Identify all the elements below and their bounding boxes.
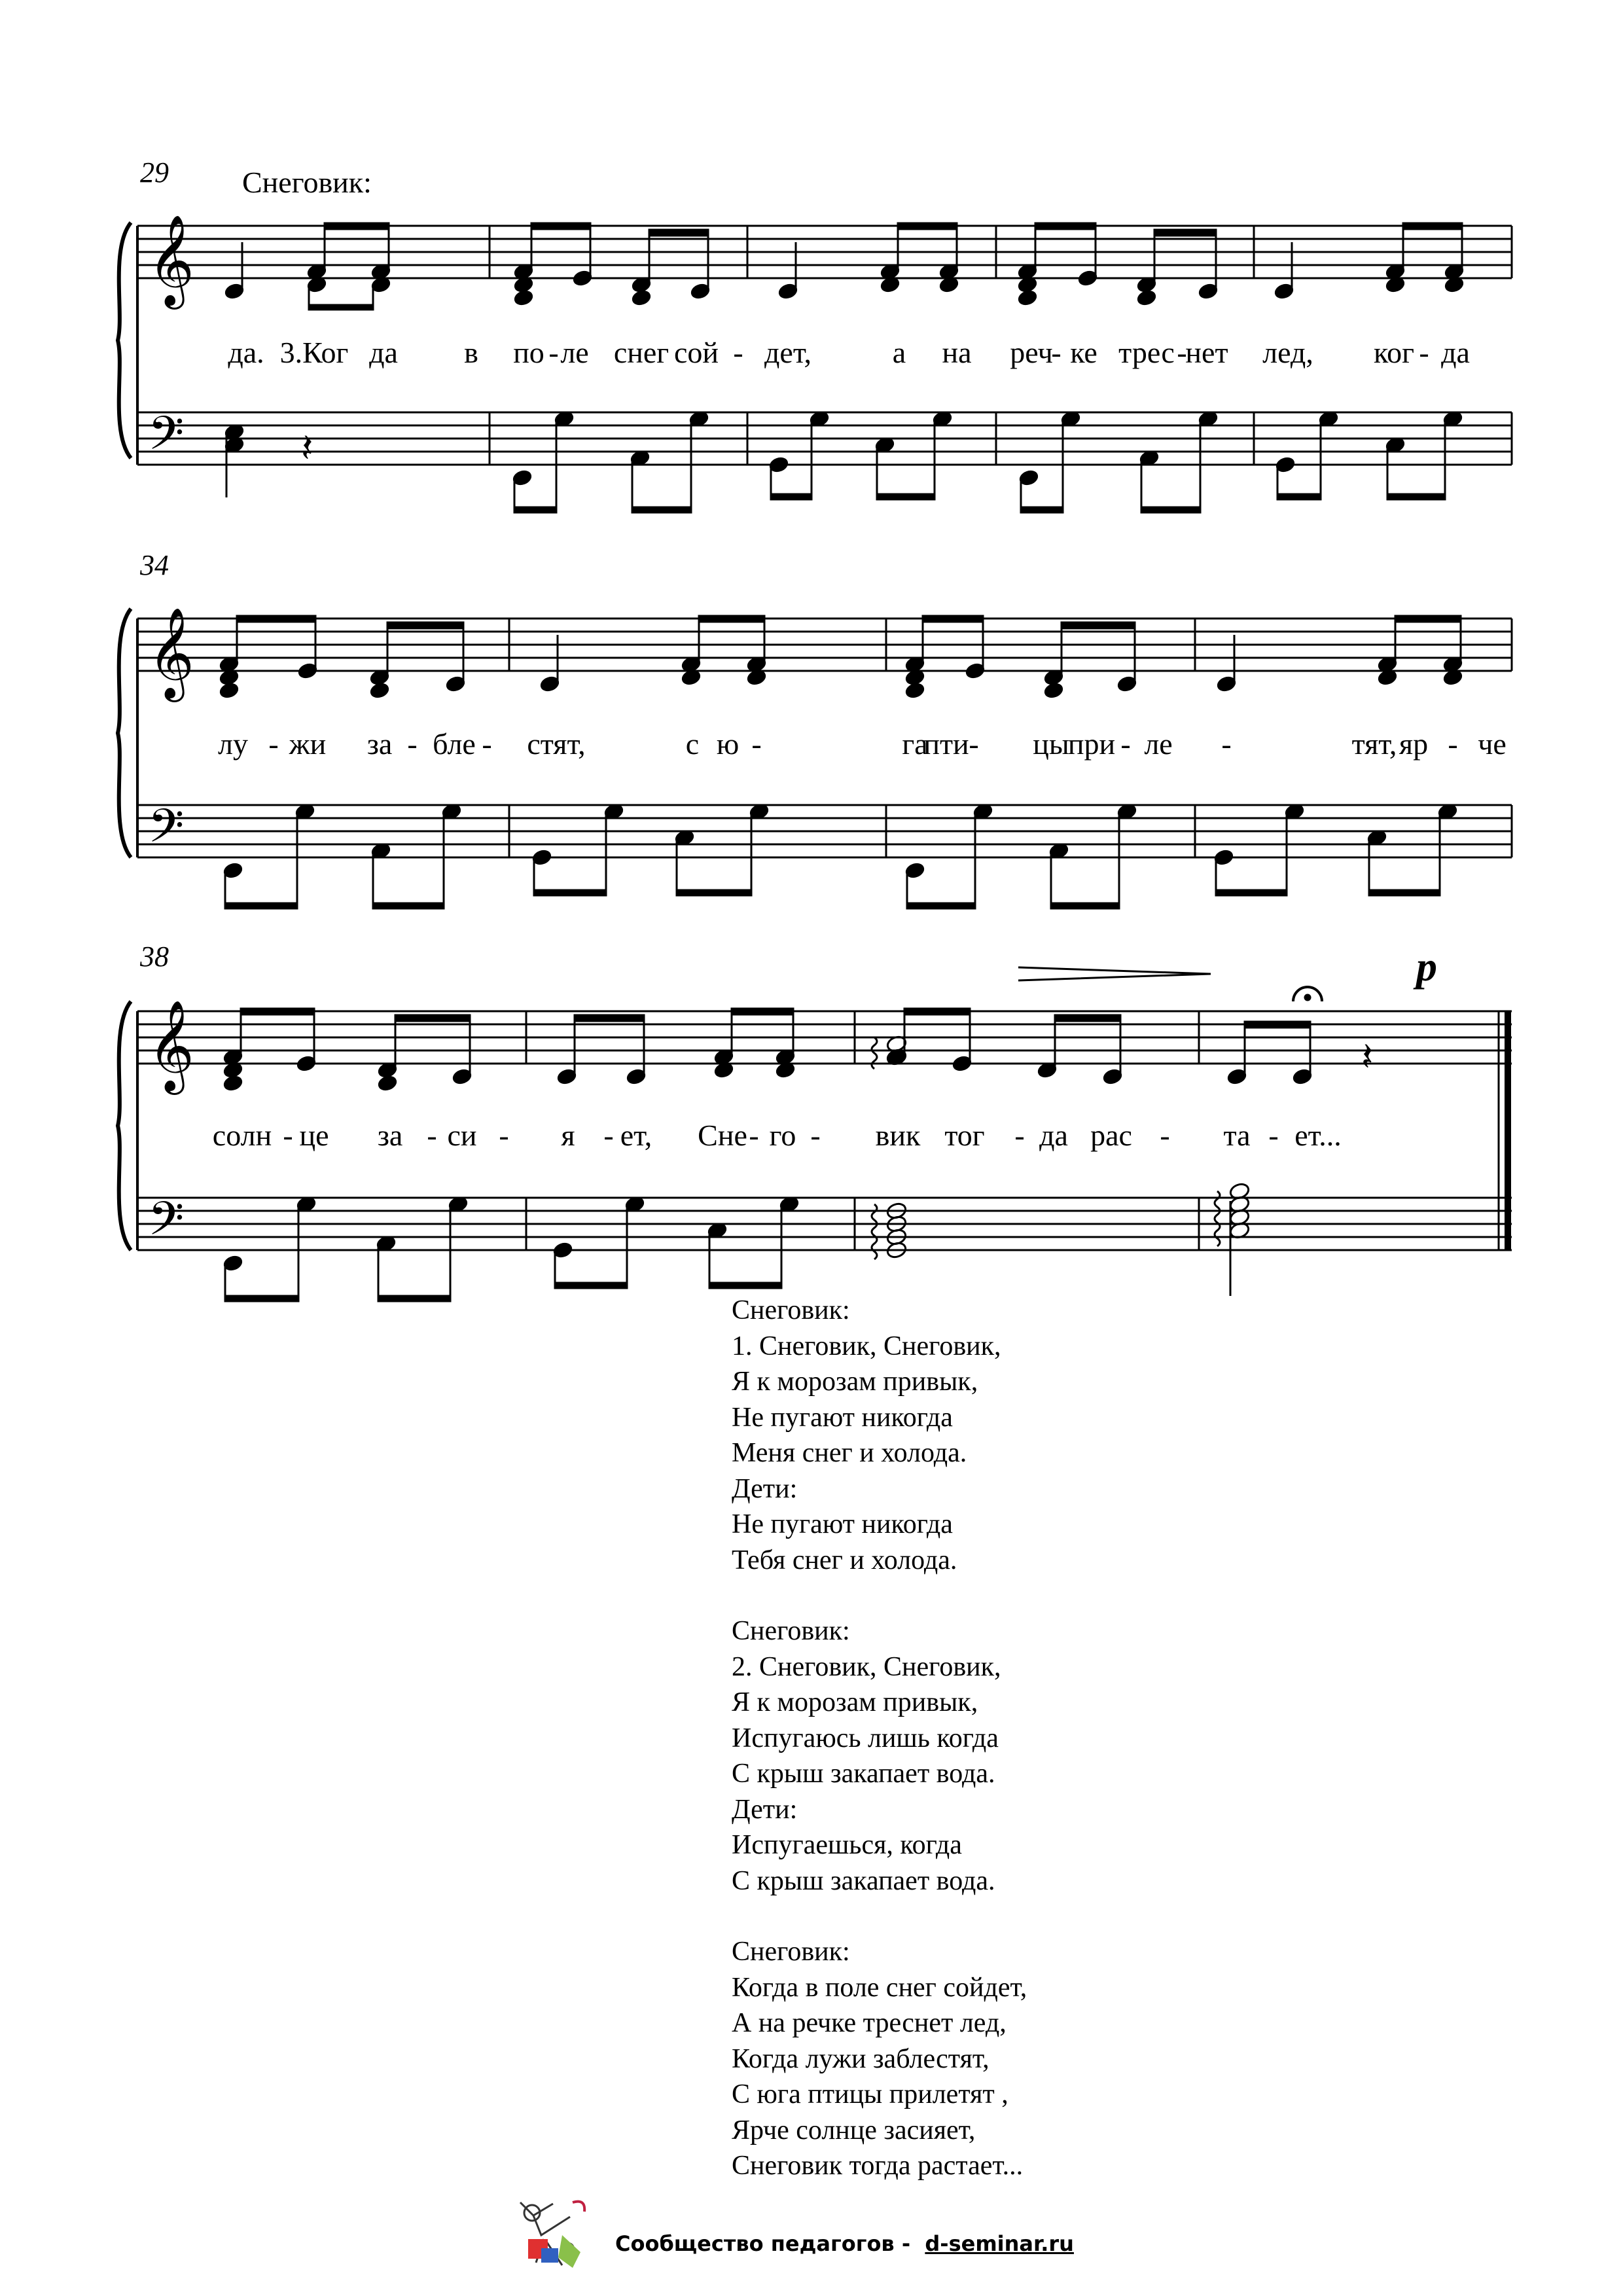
lyric-syllable: -	[1221, 727, 1232, 761]
verse-line: С юга птицы прилетят ,	[732, 2079, 1008, 2109]
verse-line: Снеговик:	[732, 1616, 850, 1646]
lyric-syllable: лу	[218, 727, 248, 761]
lyric-syllable: да	[1039, 1119, 1068, 1152]
system-2	[118, 607, 1512, 908]
footer-text: Сообщество педагогов -	[615, 2231, 911, 2256]
lyric-syllable: це	[299, 1119, 329, 1152]
lyric-syllable: тят,	[1351, 727, 1397, 761]
verse-line: Ярче солнце засияет,	[732, 2115, 976, 2145]
lyric-syllable: жи	[289, 727, 327, 761]
lyric-syllable: ке	[1070, 336, 1097, 369]
lyric-syllable: нет	[1185, 336, 1228, 369]
svg-text:𝄢: 𝄢	[148, 1192, 185, 1257]
lyric-syllable: дет,	[764, 336, 812, 369]
lyric-syllable: -	[427, 1119, 437, 1152]
measure-number-34: 34	[140, 549, 169, 581]
measure-number-29: 29	[140, 156, 169, 188]
svg-text:𝄞: 𝄞	[148, 607, 194, 698]
lyric-syllable: лед,	[1262, 336, 1313, 369]
verse-line: 2. Снеговик, Снеговик,	[732, 1651, 1001, 1682]
verse-line: Снеговик:	[732, 1937, 850, 1967]
lyric-syllable: -	[1014, 1119, 1025, 1152]
verse-line: 1. Снеговик, Снеговик,	[732, 1331, 1001, 1361]
lyric-syllable: ет...	[1294, 1119, 1342, 1152]
verse-line: С крыш закапает вода.	[732, 1759, 995, 1789]
lyric-syllable: -	[1160, 1119, 1170, 1152]
lyric-syllable: -	[749, 1119, 759, 1152]
lyric-syllable: 3.Ког	[279, 336, 349, 369]
lyric-syllable: вик	[875, 1119, 921, 1152]
lyric-syllable: ле	[1144, 727, 1173, 761]
lyric-syllable: Сне	[698, 1119, 747, 1152]
svg-text:𝄞: 𝄞	[148, 1000, 194, 1091]
lyric-syllable: а	[892, 336, 906, 369]
lyric-syllable: тог	[944, 1119, 985, 1152]
verse-line: Когда лужи заблестят,	[732, 2043, 990, 2074]
lyric-syllable: га	[902, 727, 928, 761]
svg-text:𝄽: 𝄽	[301, 425, 313, 471]
verse-line: Не пугают никогда	[732, 1402, 953, 1433]
lyric-syllable: -	[603, 1119, 614, 1152]
treble-staff-2	[137, 619, 1512, 671]
lyric-syllable: -	[268, 727, 279, 761]
lyric-syllable: за	[377, 1119, 403, 1152]
verse-line: Не пугают никогда	[732, 1509, 953, 1539]
lyric-syllable: я	[561, 1119, 575, 1152]
lyric-syllable: -	[548, 336, 559, 369]
lyric-syllable: с	[685, 727, 700, 761]
lyric-syllable: -	[1268, 1119, 1279, 1152]
lyric-syllable: солн	[212, 1119, 272, 1152]
lyric-syllable: за	[366, 727, 393, 761]
lyric-syllable: та	[1223, 1119, 1251, 1152]
bass-clef-icon: 𝄢	[148, 406, 185, 472]
lyric-syllable: цы	[1033, 727, 1069, 761]
verse-line: А на речке треснет лед,	[732, 2008, 1007, 2038]
lyric-syllable: рас	[1090, 1119, 1132, 1152]
lyric-syllable: -	[1448, 727, 1458, 761]
lyric-syllable: при	[1067, 727, 1116, 761]
lyric-syllable: да.	[228, 336, 264, 369]
verse-line: Тебя снег и холода.	[732, 1545, 957, 1575]
verse-line: Снеговик:	[732, 1295, 850, 1325]
lyric-syllable: -	[1051, 336, 1061, 369]
lyric-syllable: ле	[560, 336, 589, 369]
lyric-syllable: да	[369, 336, 398, 369]
verse-line: Дети:	[732, 1473, 798, 1504]
verse-line	[732, 1899, 1027, 1934]
treble-staff-1	[137, 226, 1512, 278]
lyric-syllable: -	[482, 727, 492, 761]
verse-line: Испугаешься, когда	[732, 1830, 962, 1860]
bass-staff-3	[137, 1198, 1512, 1250]
footer-link[interactable]: d-seminar.ru	[925, 2231, 1074, 2256]
lyric-syllable: ет,	[620, 1119, 652, 1152]
lyric-syllable: стят,	[527, 727, 586, 761]
verse-text	[732, 1293, 1027, 2184]
lyric-syllable: трес	[1118, 336, 1175, 369]
lyric-syllable: реч	[1010, 336, 1053, 369]
lyric-syllable: в	[464, 336, 478, 369]
verse-line: Меня снег и холода.	[732, 1438, 967, 1468]
dynamic-piano: p	[1416, 943, 1437, 990]
decrescendo-icon	[1018, 967, 1211, 980]
lyric-syllable: го	[769, 1119, 796, 1152]
verse-line: Когда в поле снег сойдет,	[732, 1972, 1027, 2003]
lyric-syllable: пти	[923, 727, 969, 761]
bass-staff-2	[137, 805, 1512, 857]
verse-line: Дети:	[732, 1794, 798, 1825]
treble-staff-3	[137, 1011, 1512, 1064]
lyric-syllable: на	[942, 336, 972, 369]
lyric-syllable: -	[733, 336, 743, 369]
lyric-syllable: бле	[433, 727, 476, 761]
community-logo-icon	[507, 2189, 605, 2281]
svg-text:𝄽: 𝄽	[1361, 1034, 1374, 1080]
lyric-syllable: -	[751, 727, 762, 761]
verse-line: Испугаюсь лишь когда	[732, 1723, 999, 1753]
lyric-syllable: ког	[1374, 336, 1414, 369]
lyric-syllable: яр	[1399, 727, 1429, 761]
lyric-syllable: си	[447, 1119, 477, 1152]
treble-clef-icon: 𝄞	[148, 215, 194, 306]
verse-line: С крыш закапает вода.	[732, 1865, 995, 1896]
verse-line: Я к морозам привык,	[732, 1687, 978, 1717]
measure-number-38: 38	[140, 941, 169, 973]
lyric-syllable: -	[1177, 336, 1187, 369]
voice-label: Снеговик:	[242, 166, 372, 199]
arpeggio-chord-2	[1215, 1182, 1251, 1296]
lyric-syllable: -	[969, 727, 979, 761]
lyric-syllable: снег	[613, 336, 669, 369]
verse-line: Снеговик тогда растает...	[732, 2151, 1024, 2181]
footer-caption	[615, 2231, 1074, 2256]
lyric-syllable: -	[283, 1119, 293, 1152]
svg-text:𝄢: 𝄢	[148, 799, 185, 865]
lyric-syllable: сой	[673, 336, 719, 369]
lyric-syllable: по	[513, 336, 544, 369]
lyric-syllable: -	[1120, 727, 1131, 761]
verse-line: Я к морозам привык,	[732, 1367, 978, 1397]
footer	[507, 2189, 1162, 2281]
lyric-syllable: -	[1419, 336, 1429, 369]
lyric-syllable: че	[1478, 727, 1507, 761]
lyric-syllable: ю	[716, 727, 740, 761]
verse-line	[732, 1578, 1027, 1613]
lyric-syllable: -	[499, 1119, 509, 1152]
lyric-syllable: -	[810, 1119, 821, 1152]
lyric-syllable: -	[407, 727, 418, 761]
lyric-syllable: да	[1441, 336, 1470, 369]
